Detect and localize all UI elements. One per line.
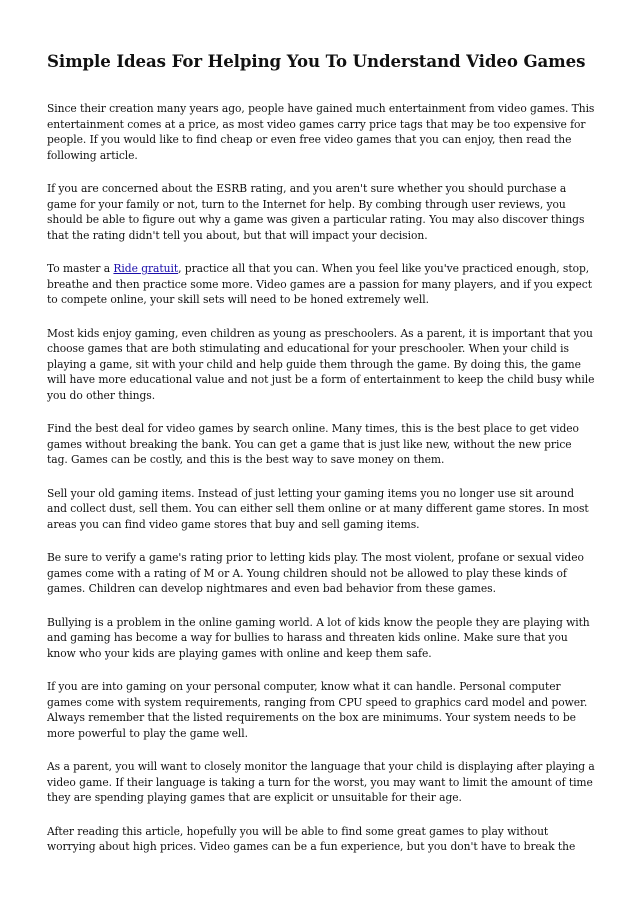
paragraph-sell-items: Sell your old gaming items. Instead of just letting your gaming items you no longer use sit around and collect dust, sell them. You can either sell them online or at many different game stores. In most areas you can find video game stores that buy and sell gaming items.	[47, 486, 589, 531]
paragraph-practice-after: , practice all that you can. When you feel like you've practiced enough, stop, breathe and then practice some more. Video games are a passion for many players, and if you expect to compete online, your skill sets will need to be honed extremely well.	[47, 262, 592, 306]
document-page	[47, 50, 595, 873]
paragraph-esrb-rating: If you are concerned about the ESRB rating, and you aren't sure whether you should purchase a game for your family or not, turn to the Internet for help. By combing through user reviews, you should be able to figure out why a game was given a particular rating. You may also discover things that the rating didn't tell you about, but that will impact your decision.	[47, 182, 585, 242]
paragraph-esrb-intro: Since their creation many years ago, people have gained much entertainment from video games. This entertainment comes at a price, as most video games carry price tags that may be too expensive for people. If you would like to find cheap or even free video games that you can enjoy, then read the following article.	[47, 102, 595, 162]
paragraph-bullying: Bullying is a problem in the online gaming world. A lot of kids know the people they are playing with and gaming has become a way for bullies to harass and threaten kids online. Make sure that you know who your kids are playing games with online and keep them safe.	[47, 615, 590, 660]
paragraph-best-deal: Find the best deal for video games by search online. Many times, this is the best place to get video games without breaking the bank. You can get a game that is just like new, without the new price tag. Games can be costly, and this is the best way to save money on them.	[47, 422, 579, 466]
ride-gratuit-link[interactable]: Ride gratuit	[113, 262, 179, 275]
paragraph-verify-rating: Be sure to verify a game's rating prior to letting kids play. The most violent, profane or sexual video games come with a rating of M or A. Young children should not be allowed to play these kinds of games. Children can develop nightmares and even bad behavior from these games.	[47, 551, 584, 595]
paragraph-pc-gaming: If you are into gaming on your personal computer, know what it can handle. Personal computer games come with system requirements, ranging from CPU speed to graphics card model and power. Always remember that the listed requirements on the box are minimums. Your system needs to be more powerful to play the game well.	[47, 680, 588, 740]
paragraph-conclusion: After reading this article, hopefully you will be able to find some great games to play without worrying about high prices. Video games can be a fun experience, but you don't have to break the	[47, 824, 576, 853]
paragraph-practice	[47, 261, 595, 308]
paragraph-preschool: Most kids enjoy gaming, even children as young as preschoolers. As a parent, it is important that you choose games that are both stimulating and educational for your preschooler. When your child is playing a game, sit with your child and help guide them through the game. By doing this, the game will have more educational value and not just be a form of entertainment to keep the child busy while you do other things.	[47, 326, 595, 402]
document-title: Simple Ideas For Helping You To Understand Video Games	[47, 51, 586, 71]
paragraph-practice-before: To master a	[47, 262, 114, 275]
paragraph-language: As a parent, you will want to closely monitor the language that your child is displaying after playing a video game. If their language is taking a turn for the worst, you may want to limit the amount of time they are spending playing games that are explicit or unsuitable for their age.	[47, 760, 595, 804]
